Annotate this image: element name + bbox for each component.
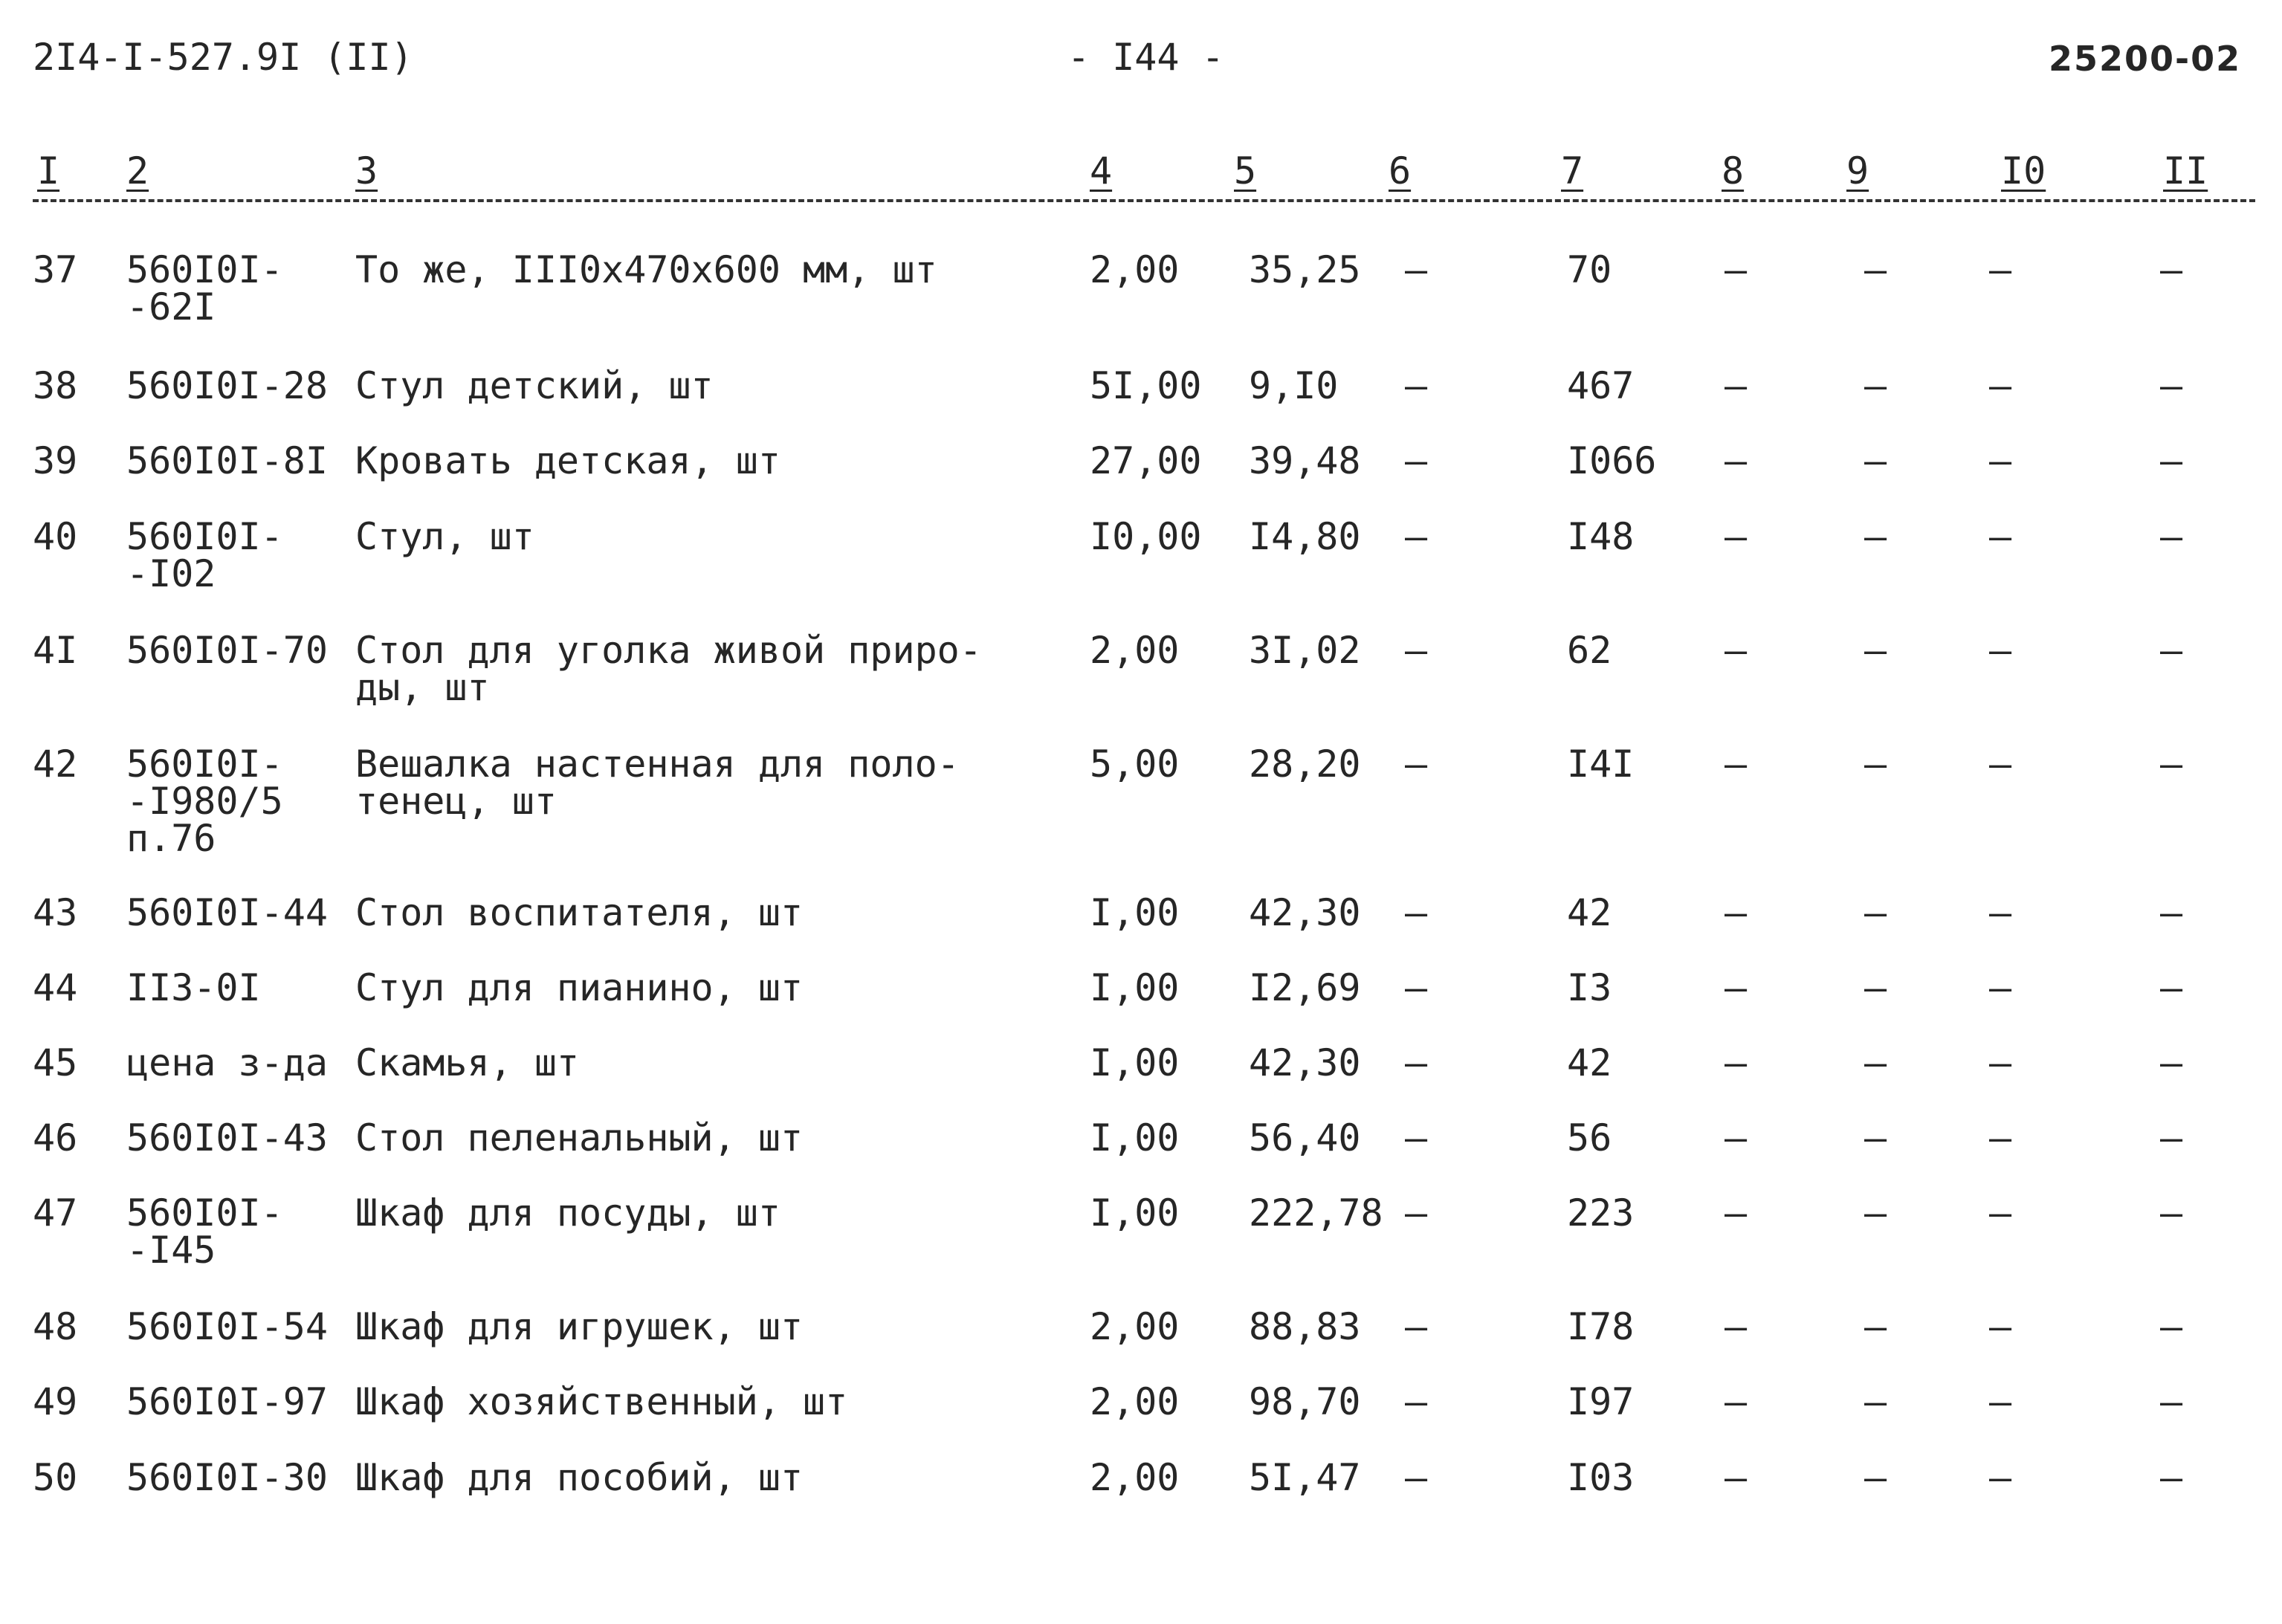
col-11-value: – bbox=[2160, 248, 2183, 291]
unit-price: 39,48 bbox=[1249, 439, 1361, 482]
item-code: 560I0I- -62I bbox=[126, 248, 283, 329]
col-8-value: – bbox=[1725, 364, 1748, 407]
col-8-value: – bbox=[1725, 515, 1748, 558]
unit-price: 42,30 bbox=[1249, 891, 1361, 934]
col-10-value: – bbox=[1989, 1191, 2012, 1235]
item-code: II3-0I bbox=[126, 966, 261, 1009]
total-value: 62 bbox=[1567, 629, 1612, 672]
item-name: Стол для уголка живой приро- ды, шт bbox=[355, 629, 982, 709]
item-name: Шкаф для посуды, шт bbox=[355, 1191, 780, 1235]
col-10-value: – bbox=[1989, 515, 2012, 558]
total-value: I3 bbox=[1567, 966, 1612, 1009]
col-11-value: – bbox=[2160, 966, 2183, 1009]
item-name: Шкаф хозяйственный, шт bbox=[355, 1380, 848, 1423]
item-code: 560I0I-43 bbox=[126, 1116, 328, 1159]
col-8-value: – bbox=[1725, 1116, 1748, 1159]
item-name: Шкаф для пособий, шт bbox=[355, 1456, 804, 1499]
item-name: Стул, шт bbox=[355, 515, 534, 558]
item-code: 560I0I-54 bbox=[126, 1305, 328, 1348]
item-code: 560I0I- -I02 bbox=[126, 515, 283, 595]
item-name: Скамья, шт bbox=[355, 1041, 580, 1084]
quantity: 2,00 bbox=[1090, 1305, 1180, 1348]
col-9-value: – bbox=[1864, 1456, 1887, 1499]
unit-price: 42,30 bbox=[1249, 1041, 1361, 1084]
unit-price: I4,80 bbox=[1249, 515, 1361, 558]
total-value: 223 bbox=[1567, 1191, 1635, 1235]
quantity: I,00 bbox=[1090, 1191, 1180, 1235]
unit-price: 3I,02 bbox=[1249, 629, 1361, 672]
item-code: 560I0I-44 bbox=[126, 891, 328, 934]
row-number: 46 bbox=[33, 1116, 78, 1159]
col-8-value: – bbox=[1725, 629, 1748, 672]
quantity: 2,00 bbox=[1090, 629, 1180, 672]
col-6-value: – bbox=[1405, 891, 1428, 934]
col-11-value: – bbox=[2160, 629, 2183, 672]
column-number-6: 6 bbox=[1384, 152, 1415, 190]
quantity: 2,00 bbox=[1090, 248, 1180, 291]
quantity: 2,00 bbox=[1090, 1456, 1180, 1499]
item-code: 560I0I-70 bbox=[126, 629, 328, 672]
col-6-value: – bbox=[1405, 743, 1428, 786]
row-number: 45 bbox=[33, 1041, 78, 1084]
quantity: I,00 bbox=[1090, 1041, 1180, 1084]
col-9-value: – bbox=[1864, 248, 1887, 291]
col-10-value: – bbox=[1989, 743, 2012, 786]
quantity: 5,00 bbox=[1090, 743, 1180, 786]
item-name: Вешалка настенная для поло- тенец, шт bbox=[355, 743, 960, 823]
col-11-value: – bbox=[2160, 439, 2183, 482]
unit-price: 56,40 bbox=[1249, 1116, 1361, 1159]
col-6-value: – bbox=[1405, 439, 1428, 482]
total-value: 70 bbox=[1567, 248, 1612, 291]
col-6-value: – bbox=[1405, 966, 1428, 1009]
col-10-value: – bbox=[1989, 248, 2012, 291]
col-8-value: – bbox=[1725, 891, 1748, 934]
col-6-value: – bbox=[1405, 248, 1428, 291]
col-6-value: – bbox=[1405, 629, 1428, 672]
row-number: 44 bbox=[33, 966, 78, 1009]
quantity: I,00 bbox=[1090, 966, 1180, 1009]
col-8-value: – bbox=[1725, 1456, 1748, 1499]
col-10-value: – bbox=[1989, 1305, 2012, 1348]
item-name: Кровать детская, шт bbox=[355, 439, 780, 482]
total-value: I066 bbox=[1567, 439, 1657, 482]
col-9-value: – bbox=[1864, 515, 1887, 558]
row-number: 4I bbox=[33, 629, 78, 672]
unit-price: 28,20 bbox=[1249, 743, 1361, 786]
col-11-value: – bbox=[2160, 515, 2183, 558]
unit-price: 88,83 bbox=[1249, 1305, 1361, 1348]
col-9-value: – bbox=[1864, 629, 1887, 672]
col-9-value: – bbox=[1864, 1380, 1887, 1423]
col-11-value: – bbox=[2160, 891, 2183, 934]
col-8-value: – bbox=[1725, 966, 1748, 1009]
column-number-9: 9 bbox=[1842, 152, 1873, 190]
col-8-value: – bbox=[1725, 1380, 1748, 1423]
col-8-value: – bbox=[1725, 439, 1748, 482]
row-number: 38 bbox=[33, 364, 78, 407]
column-number-2: 2 bbox=[122, 152, 153, 190]
col-11-value: – bbox=[2160, 1116, 2183, 1159]
unit-price: 98,70 bbox=[1249, 1380, 1361, 1423]
quantity: I0,00 bbox=[1090, 515, 1202, 558]
item-name: Стул детский, шт bbox=[355, 364, 714, 407]
col-6-value: – bbox=[1405, 1041, 1428, 1084]
col-11-value: – bbox=[2160, 1041, 2183, 1084]
row-number: 40 bbox=[33, 515, 78, 558]
col-10-value: – bbox=[1989, 966, 2012, 1009]
unit-price: 5I,47 bbox=[1249, 1456, 1361, 1499]
col-11-value: – bbox=[2160, 1380, 2183, 1423]
quantity: I,00 bbox=[1090, 1116, 1180, 1159]
item-name: Шкаф для игрушек, шт bbox=[355, 1305, 804, 1348]
total-value: 42 bbox=[1567, 891, 1612, 934]
column-number-7: 7 bbox=[1557, 152, 1588, 190]
item-code: 560I0I- -I980/5 п.76 bbox=[126, 743, 283, 860]
row-number: 47 bbox=[33, 1191, 78, 1235]
item-code: 560I0I-30 bbox=[126, 1456, 328, 1499]
col-6-value: – bbox=[1405, 364, 1428, 407]
column-number-11: II bbox=[2159, 152, 2212, 190]
archive-number: 25200-02 bbox=[2049, 39, 2242, 79]
row-number: 42 bbox=[33, 743, 78, 786]
total-value: I97 bbox=[1567, 1380, 1635, 1423]
col-9-value: – bbox=[1864, 966, 1887, 1009]
total-value: I78 bbox=[1567, 1305, 1635, 1348]
column-number-4: 4 bbox=[1085, 152, 1116, 190]
total-value: 467 bbox=[1567, 364, 1635, 407]
col-11-value: – bbox=[2160, 1456, 2183, 1499]
col-11-value: – bbox=[2160, 743, 2183, 786]
row-number: 37 bbox=[33, 248, 78, 291]
col-9-value: – bbox=[1864, 1041, 1887, 1084]
col-10-value: – bbox=[1989, 364, 2012, 407]
col-9-value: – bbox=[1864, 439, 1887, 482]
col-10-value: – bbox=[1989, 891, 2012, 934]
col-8-value: – bbox=[1725, 1305, 1748, 1348]
col-11-value: – bbox=[2160, 1191, 2183, 1235]
item-code: цена з-да bbox=[126, 1041, 328, 1084]
column-number-1: I bbox=[33, 152, 64, 190]
col-6-value: – bbox=[1405, 1456, 1428, 1499]
col-9-value: – bbox=[1864, 1305, 1887, 1348]
col-6-value: – bbox=[1405, 1116, 1428, 1159]
col-10-value: – bbox=[1989, 1380, 2012, 1423]
col-9-value: – bbox=[1864, 364, 1887, 407]
item-code: 560I0I-97 bbox=[126, 1380, 328, 1423]
total-value: 42 bbox=[1567, 1041, 1612, 1084]
col-10-value: – bbox=[1989, 1116, 2012, 1159]
unit-price: I2,69 bbox=[1249, 966, 1361, 1009]
col-8-value: – bbox=[1725, 1191, 1748, 1235]
row-number: 48 bbox=[33, 1305, 78, 1348]
row-number: 39 bbox=[33, 439, 78, 482]
col-9-value: – bbox=[1864, 1191, 1887, 1235]
column-number-3: 3 bbox=[351, 152, 382, 190]
col-6-value: – bbox=[1405, 1380, 1428, 1423]
item-code: 560I0I- -I45 bbox=[126, 1191, 283, 1272]
total-value: I03 bbox=[1567, 1456, 1635, 1499]
unit-price: 222,78 bbox=[1249, 1191, 1383, 1235]
column-number-header bbox=[0, 149, 2282, 212]
item-name: То же, III0x470x600 мм, шт bbox=[355, 248, 937, 291]
quantity: 2,00 bbox=[1090, 1380, 1180, 1423]
col-11-value: – bbox=[2160, 364, 2183, 407]
col-10-value: – bbox=[1989, 1456, 2012, 1499]
item-code: 560I0I-28 bbox=[126, 364, 328, 407]
col-10-value: – bbox=[1989, 1041, 2012, 1084]
column-number-5: 5 bbox=[1229, 152, 1261, 190]
quantity: 5I,00 bbox=[1090, 364, 1202, 407]
total-value: I4I bbox=[1567, 743, 1635, 786]
col-9-value: – bbox=[1864, 891, 1887, 934]
quantity: I,00 bbox=[1090, 891, 1180, 934]
total-value: 56 bbox=[1567, 1116, 1612, 1159]
document-code: 2I4-I-527.9I (II) bbox=[33, 36, 413, 79]
col-9-value: – bbox=[1864, 743, 1887, 786]
col-9-value: – bbox=[1864, 1116, 1887, 1159]
col-6-value: – bbox=[1405, 1191, 1428, 1235]
quantity: 27,00 bbox=[1090, 439, 1202, 482]
col-10-value: – bbox=[1989, 439, 2012, 482]
item-name: Стол воспитателя, шт bbox=[355, 891, 804, 934]
column-number-8: 8 bbox=[1717, 152, 1748, 190]
col-10-value: – bbox=[1989, 629, 2012, 672]
row-number: 50 bbox=[33, 1456, 78, 1499]
col-8-value: – bbox=[1725, 743, 1748, 786]
col-6-value: – bbox=[1405, 515, 1428, 558]
row-number: 43 bbox=[33, 891, 78, 934]
unit-price: 9,I0 bbox=[1249, 364, 1339, 407]
item-name: Стул для пианино, шт bbox=[355, 966, 804, 1009]
item-code: 560I0I-8I bbox=[126, 439, 328, 482]
col-11-value: – bbox=[2160, 1305, 2183, 1348]
col-6-value: – bbox=[1405, 1305, 1428, 1348]
col-8-value: – bbox=[1725, 248, 1748, 291]
row-number: 49 bbox=[33, 1380, 78, 1423]
total-value: I48 bbox=[1567, 515, 1635, 558]
page-number: - I44 - bbox=[1067, 36, 1224, 79]
column-number-10: I0 bbox=[1997, 152, 2050, 190]
unit-price: 35,25 bbox=[1249, 248, 1361, 291]
col-8-value: – bbox=[1725, 1041, 1748, 1084]
item-name: Стол пеленальный, шт bbox=[355, 1116, 804, 1159]
